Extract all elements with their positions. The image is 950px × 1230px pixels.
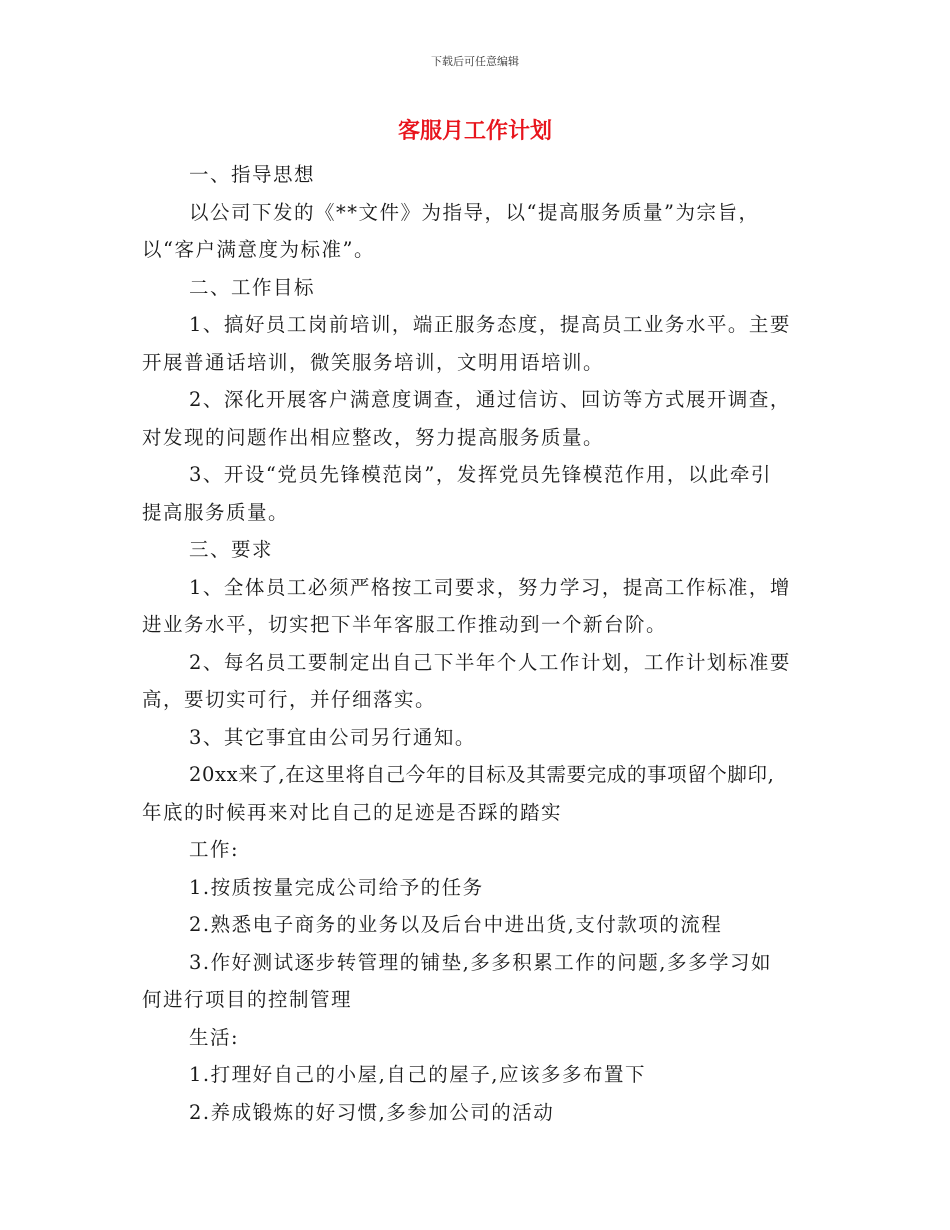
body-line: 2、深化开展客户满意度调查，通过信访、回访等方式展开调查， (189, 388, 791, 411)
body-line: 3.作好测试逐步转管理的铺垫,多多积累工作的问题,多多学习如 (189, 950, 773, 974)
body-line: 三、要求 (189, 538, 274, 561)
body-line: 进业务水平，切实把下半年客服工作推动到一个新台阶。 (142, 613, 668, 636)
body-line: 对发现的问题作出相应整改，努力提高服务质量。 (142, 425, 605, 449)
body-line: 2.养成锻炼的好习惯,多参加公司的活动 (189, 1100, 555, 1124)
body-line: 何进行项目的控制管理 (142, 988, 353, 1011)
body-line: 以“客户满意度为标准”。 (142, 238, 375, 261)
body-line: 一、指导思想 (189, 163, 316, 186)
body-line: 二、工作目标 (189, 275, 316, 299)
body-line: 20xx来了,在这里将自己今年的目标及其需要完成的事项留个脚印, (189, 763, 775, 786)
body-line: 提高服务质量。 (142, 500, 290, 524)
body-line: 1、全体员工必须严格按工司要求，努力学习，提高工作标准，增 (189, 575, 791, 599)
body-line: 2、每名员工要制定出自己下半年个人工作计划，工作计划标准要 (189, 650, 791, 674)
body-line: 2.熟悉电子商务的业务以及后台中进出货,支付款项的流程 (189, 913, 723, 936)
body-line: 3、开设“党员先锋模范岗”，发挥党员先锋模范作用，以此牵引 (189, 463, 772, 486)
body-line: 1.打理好自己的小屋,自己的屋子,应该多多布置下 (189, 1063, 647, 1086)
document-title: 客服月工作计划 (397, 119, 552, 144)
body-line: 1、搞好员工岗前培训，端正服务态度，提高员工业务水平。主要 (189, 313, 791, 336)
body-line: 3、其它事宜由公司另行通知。 (189, 725, 476, 749)
body-line: 年底的时候再来对比自己的足迹是否踩的踏实 (142, 800, 563, 824)
body-line: 开展普通话培训，微笑服务培训，文明用语培训。 (142, 350, 605, 374)
body-line: 高，要切实可行，并仔细落实。 (142, 688, 437, 711)
body-line: 1.按质按量完成公司给予的任务 (189, 875, 484, 899)
document-body (142, 156, 822, 1131)
body-line: 生活: (189, 1025, 240, 1049)
body-line: 以公司下发的《**文件》为指导，以“提高服务质量”为宗旨， (189, 200, 760, 224)
header-note: 下载后可任意编辑 (431, 55, 519, 68)
body-line: 工作: (189, 838, 240, 861)
